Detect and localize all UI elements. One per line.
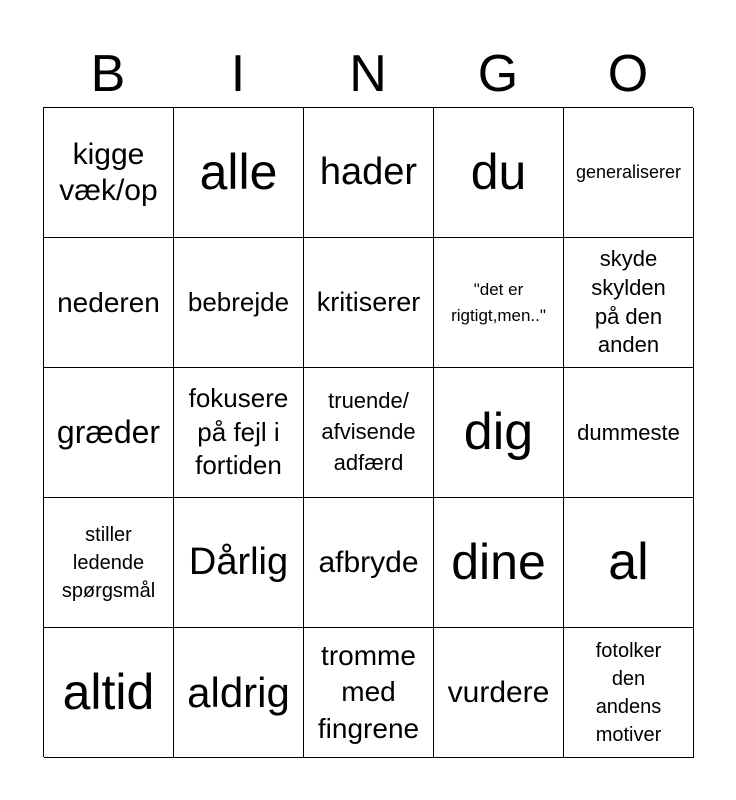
bingo-cell[interactable]: afbryde [304,498,434,628]
bingo-cell[interactable]: nederen [44,238,174,368]
header-letter-i: I [230,45,246,103]
bingo-cell[interactable]: tromme med fingrene [304,628,434,758]
bingo-cell[interactable]: aldrig [174,628,304,758]
bingo-grid [43,107,693,757]
bingo-cell[interactable]: truende/ afvisende adfærd [304,368,434,498]
header-letter-b: B [90,45,126,103]
bingo-cell[interactable]: kigge væk/op [44,108,174,238]
bingo-cell[interactable]: kritiserer [304,238,434,368]
header-letter-o: O [607,45,649,103]
header-letter-n: N [349,45,387,103]
bingo-cell[interactable]: skyde skylden på den anden [564,238,694,368]
bingo-cell[interactable]: stiller ledende spørgsmål [44,498,174,628]
bingo-cell[interactable]: dine [434,498,564,628]
header-letter-g: G [477,45,519,103]
bingo-cell[interactable]: du [434,108,564,238]
bingo-cell[interactable]: dummeste [564,368,694,498]
bingo-cell[interactable]: græder [44,368,174,498]
bingo-cell[interactable]: vurdere [434,628,564,758]
bingo-cell[interactable]: fokusere på fejl i fortiden [174,368,304,498]
bingo-cell[interactable]: al [564,498,694,628]
bingo-cell[interactable]: Dårlig [174,498,304,628]
bingo-cell[interactable]: alle [174,108,304,238]
bingo-cell[interactable]: dig [434,368,564,498]
bingo-cell[interactable]: "det er rigtigt,men.." [434,238,564,368]
bingo-cell[interactable]: generaliserer [564,108,694,238]
bingo-cell[interactable]: altid [44,628,174,758]
bingo-cell[interactable]: fotolker den andens motiver [564,628,694,758]
bingo-cell[interactable]: hader [304,108,434,238]
bingo-cell[interactable]: bebrejde [174,238,304,368]
bingo-header [43,42,693,106]
